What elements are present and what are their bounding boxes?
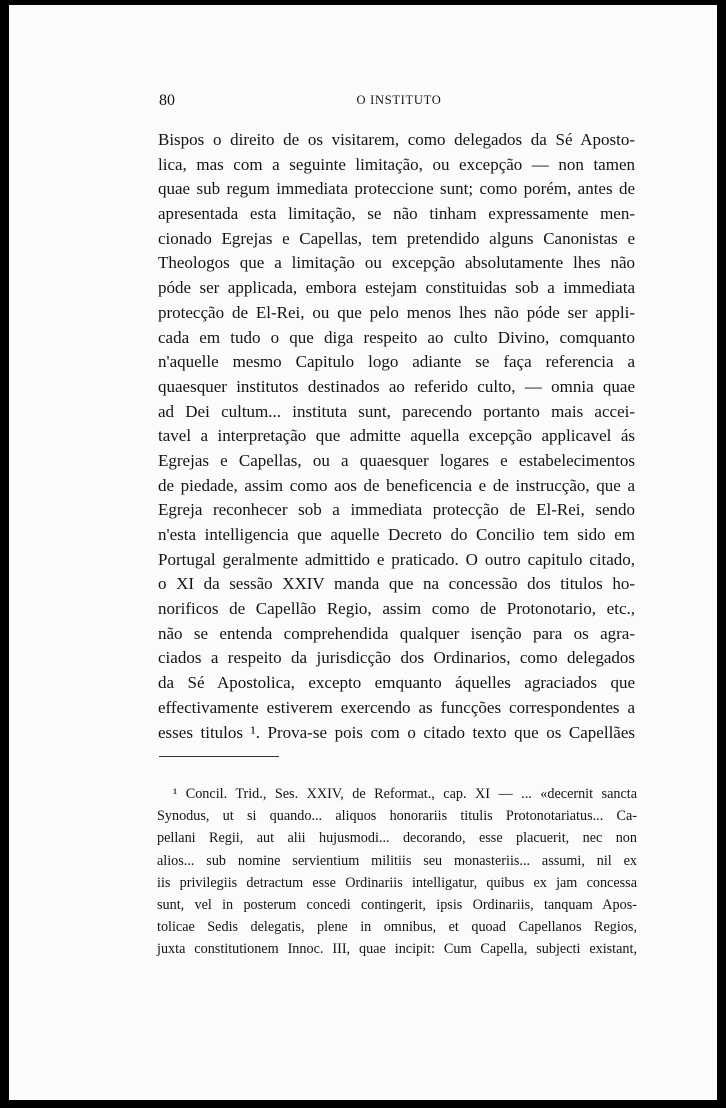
- body-line: n'esta intelligencia que aquelle Decreto do Concilio tem sido em: [158, 525, 635, 544]
- body-line: ciados a respeito da jurisdicção dos Ordinarios, como delegados: [158, 648, 635, 668]
- body-line: n'aquelle mesmo Capitulo logo adiante se faça referencia a: [158, 352, 635, 372]
- footnote-line: tolicae Sedis delegatis, plene in omnibus, et quoad Capellanos Regios,: [157, 919, 637, 936]
- footnote-divider: [159, 756, 279, 757]
- body-line: não se entenda comprehendida qualquer isenção para os agra-: [158, 623, 635, 643]
- body-line: Egreja reconhecer sob a immediata protecção de El-Rei, sendo: [158, 500, 635, 520]
- body-line: cada em tudo o que diga respeito ao culto Divino, comquanto: [158, 327, 635, 347]
- body-line: effectivamente estiverem exercendo as funcções correspondentes a: [158, 697, 635, 717]
- body-line: ad Dei cultum... instituta sunt, parecendo portanto mais accei-: [158, 401, 635, 421]
- body-line: de piedade, assim como aos de beneficencia e de instrucção, que a: [158, 475, 635, 495]
- body-text: [158, 128, 635, 745]
- body-line: da Sé Apostolica, excepto emquanto áquelles agraciados que: [158, 673, 635, 693]
- footnote-line: sunt, vel in posterum concedi contingerit, ipsis Ordinariis, tanquam Apos-: [157, 896, 637, 913]
- footnote-line: iis privilegiis detractum esse Ordinariis intelligatur, quibus ex jam concessa: [157, 874, 637, 891]
- footnotes: [157, 783, 637, 961]
- body-line: esses titulos ¹. Prova-se pois com o citado texto que os Capellães: [158, 722, 635, 742]
- footnote-line: alios... sub nomine servientium militiis seu monasteriis... assumi, nil ex: [157, 852, 637, 869]
- body-line: Portugal geralmente admittido e praticado. O outro capitulo citado,: [158, 549, 635, 569]
- body-line: Bispos o direito de os visitarem, como delegados da Sé Aposto-: [158, 130, 635, 149]
- page-header: [159, 92, 639, 114]
- body-line: Theologos que a limitação ou excepção absolutamente lhes não: [158, 253, 635, 273]
- body-line: lica, mas com a seguinte limitação, ou excepção — non tamen: [158, 154, 635, 174]
- page-number: 80: [159, 92, 175, 109]
- body-line: apresentada esta limitação, se não tinham expressamente men-: [158, 204, 635, 224]
- running-title: O INSTITUTO: [356, 93, 442, 107]
- book-page: [9, 5, 717, 1100]
- body-line: cionado Egrejas e Capellas, tem pretendido alguns Canonistas e: [158, 228, 635, 248]
- body-line: quae sub regum immediata proteccione sunt; como porém, antes de: [158, 179, 635, 199]
- body-line: quaesquer institutos destinados ao referido culto, — omnia quae: [158, 376, 635, 396]
- footnote-line: juxta constitutionem Innoc. III, quae incipit: Cum Capella, subjecti existant,: [157, 941, 637, 958]
- body-line: o XI da sessão XXIV manda que na concessão dos titulos ho-: [158, 574, 635, 594]
- footnote-line: ¹ Concil. Trid., Ses. XXIV, de Reformat., cap. XI — ... «decernit sancta: [173, 786, 637, 802]
- footnote-line: Synodus, ut si quando... aliquos honorariis titulis Protonotariatus... Ca-: [157, 808, 637, 825]
- body-line: tavel a interpretação que admitte aquella excepção applicavel ás: [158, 426, 635, 446]
- body-line: protecção de El-Rei, ou que pelo menos lhes não póde ser appli-: [158, 302, 635, 322]
- body-line: póde ser applicada, embora estejam constituidas sob a immediata: [158, 278, 635, 298]
- body-line: Egrejas e Capellas, ou a quaesquer logares e estabelecimentos: [158, 450, 635, 470]
- footnote-line: pellani Regii, aut alii hujusmodi... decorando, esse placuerit, nec non: [157, 830, 637, 847]
- body-line: norificos de Capellão Regio, assim como de Protonotario, etc.,: [158, 599, 635, 619]
